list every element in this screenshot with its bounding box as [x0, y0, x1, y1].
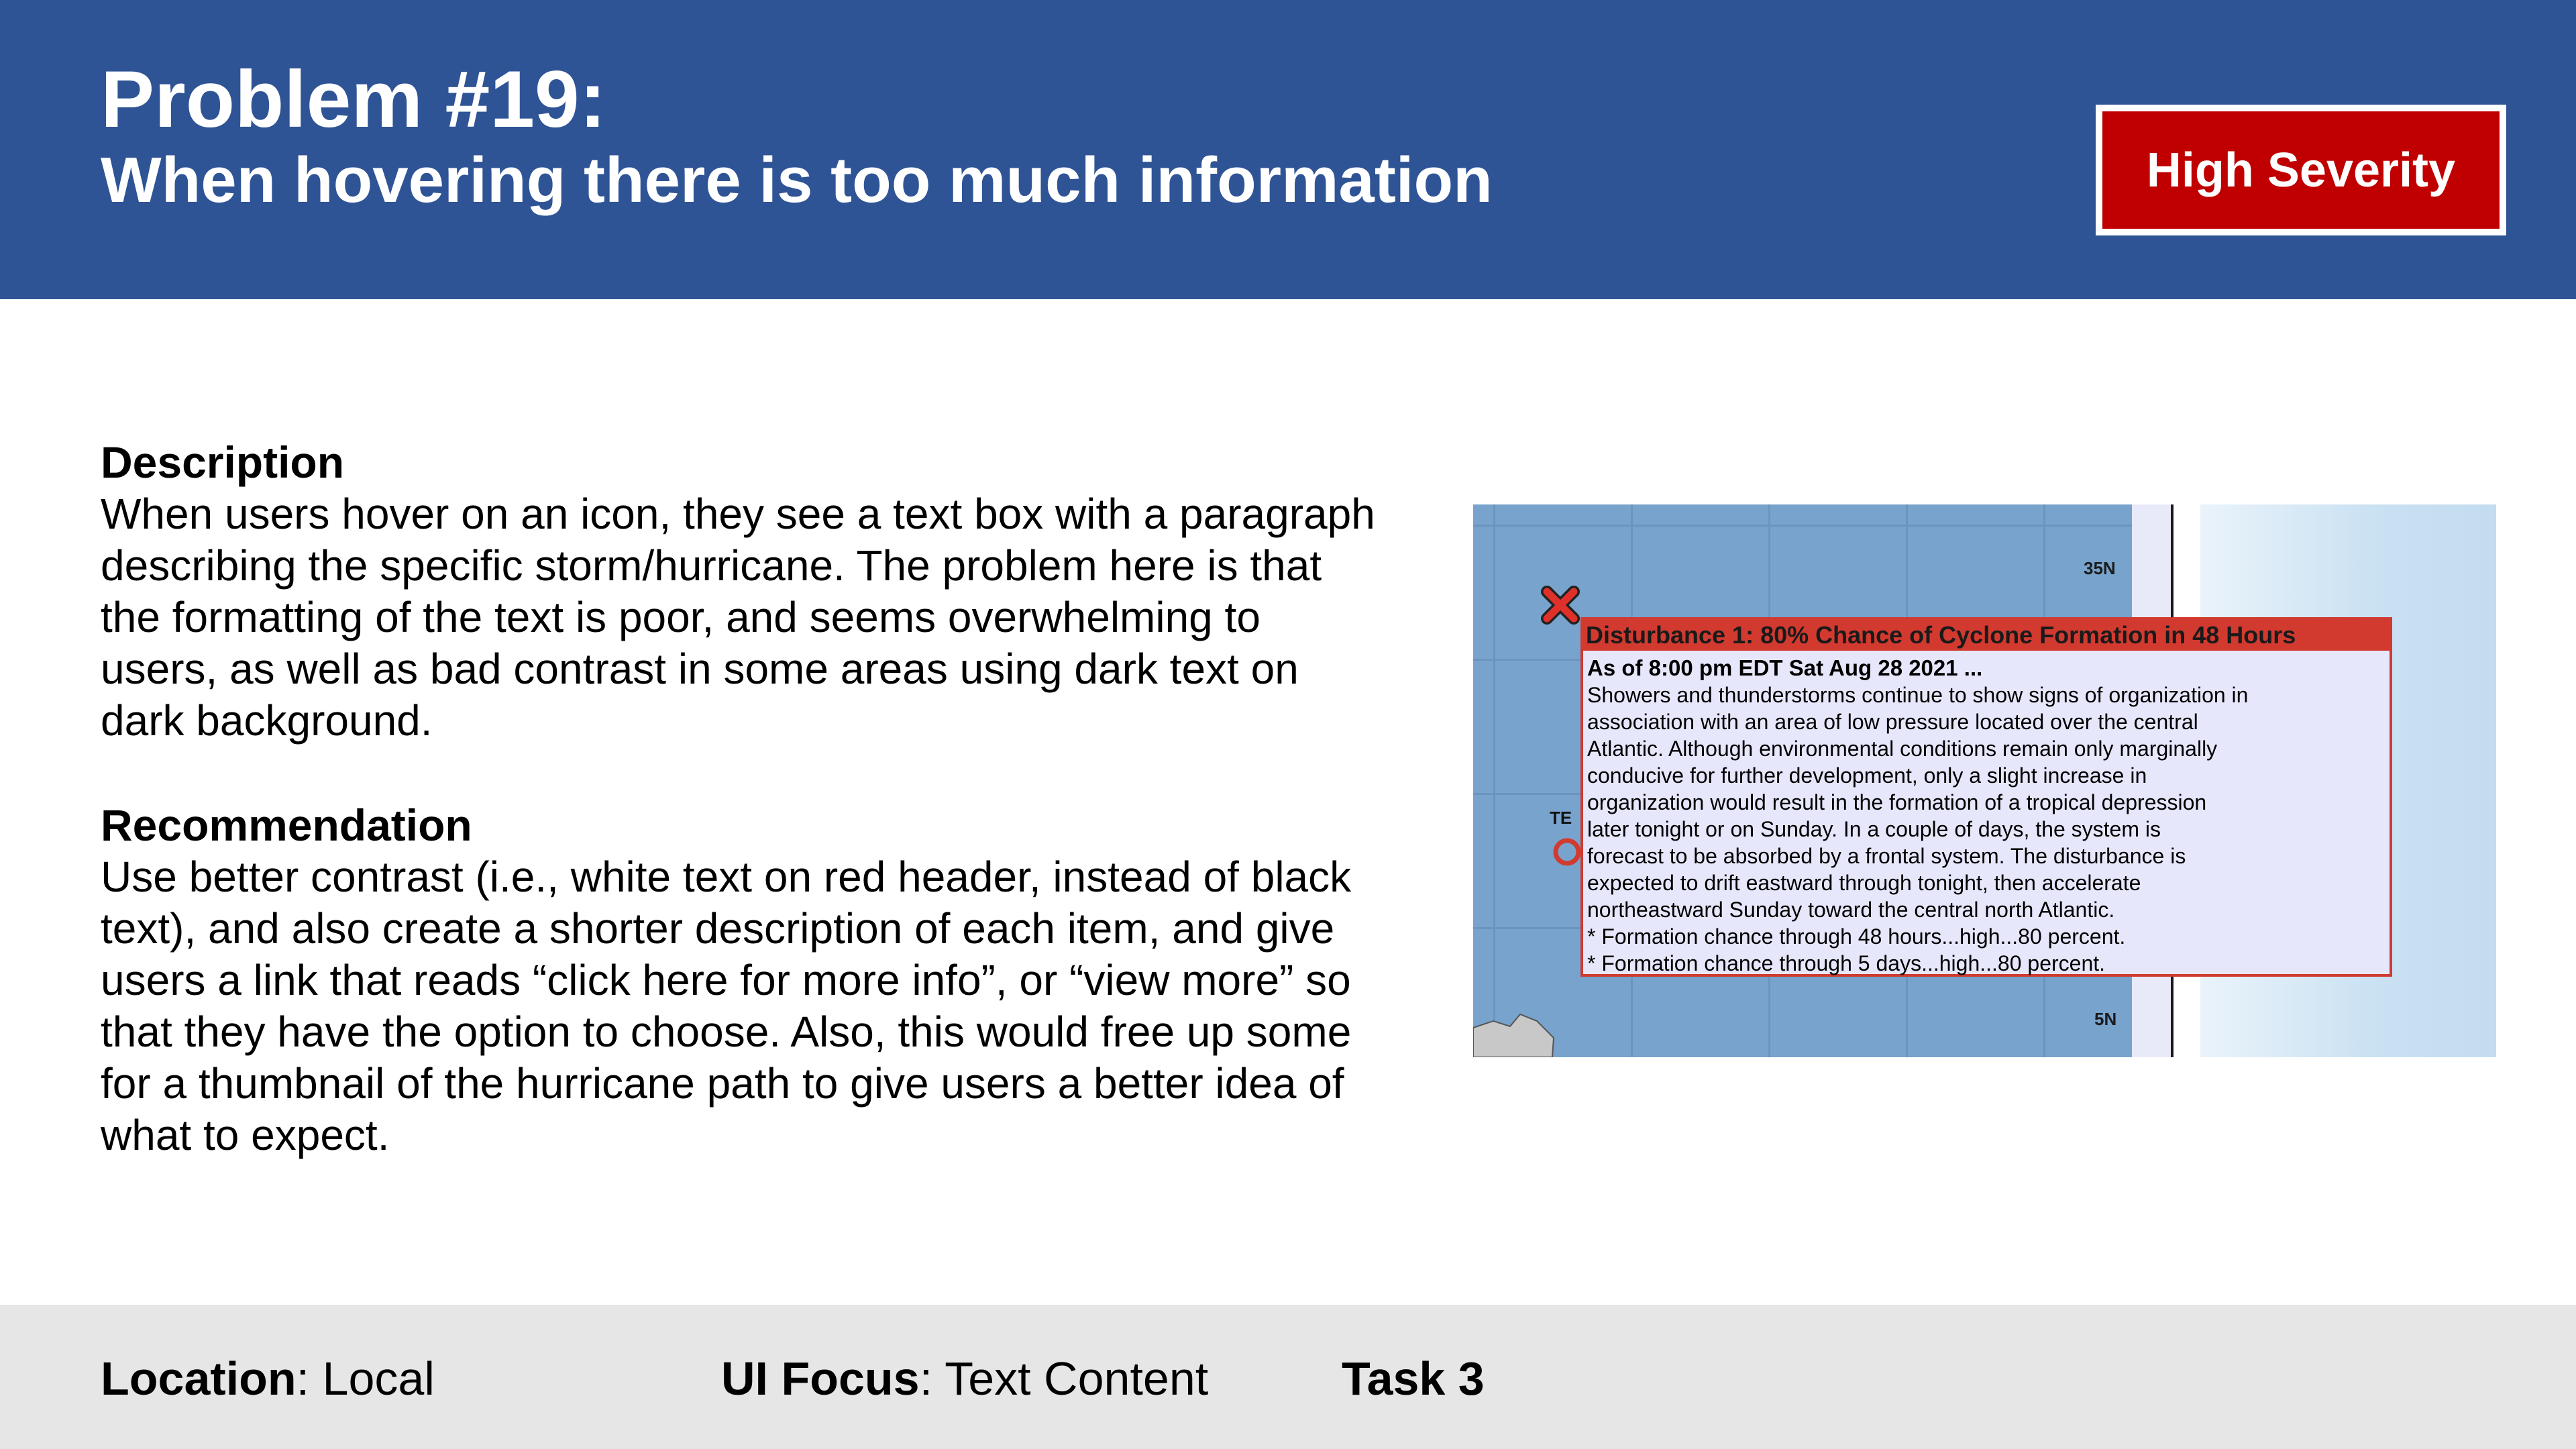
location-value: : Local [296, 1352, 435, 1405]
description-heading: Description [101, 437, 345, 487]
ui-focus-value: : Text Content [919, 1352, 1209, 1405]
screenshot-figure [1473, 504, 2496, 1057]
description-body: When users hover on an icon, they see a text box with a paragraph describing the specific storm/hurricane. The problem here is that the formatting of the text is poor, and seems overwhelming to users, as well as bad contrast in some areas using dark text on dark background. [101, 490, 1375, 745]
task-label: Task 3 [1342, 1352, 1485, 1405]
landmass-shape [1473, 1001, 1574, 1057]
storm-name-label: TE [1550, 808, 1572, 828]
content-column [101, 436, 1375, 1161]
section-spacer [101, 747, 1375, 799]
x-icon[interactable] [1540, 585, 1580, 625]
footer-ui-focus [721, 1352, 1208, 1405]
recommendation-body: Use better contrast (i.e., white text on red header, instead of black text), and also create a shorter description of each item, and give users a link that reads “click here for more info”, or “view more” so that they have the option to choose. Also, this would free up some for a thumbnail of the hurricane path to give users a better idea of what to expect. [101, 853, 1352, 1159]
recommendation-heading: Recommendation [101, 800, 472, 850]
ui-focus-label: UI Focus [721, 1352, 920, 1405]
hover-tooltip [1580, 617, 2392, 977]
footer-location [101, 1352, 435, 1405]
severity-badge: High Severity [2102, 111, 2500, 229]
tooltip-date: As of 8:00 pm EDT Sat Aug 28 2021 ... [1587, 655, 1983, 680]
tooltip-body: Showers and thunderstorms continue to show signs of organization in association with an area of low pressure located over the central Atlantic. Although environmental conditions remain only marginally conducive for further development, only a slight increase in organization would result in the formation of a tropical depression later tonight or on Sunday. In a couple of days, the system is forecast to be absorbed by a frontal system. The disturbance is expected to drift eastward through tonight, then accelerate northeastward Sunday toward the central north Atlantic. * Formation chance through 48 hours...high...80 percent. * Formation chance through 5 days...high...80 percent. [1587, 683, 2249, 975]
footer-task [1342, 1352, 1485, 1405]
location-label: Location [101, 1352, 297, 1405]
page-title: Problem #19: [101, 54, 606, 144]
severity-badge-frame [2096, 105, 2506, 235]
tooltip-header: Disturbance 1: 80% Chance of Cyclone Formation in 48 Hours [1583, 620, 2390, 651]
latitude-label-35n: 35N [2084, 558, 2116, 578]
header-banner [0, 0, 2576, 299]
circle-icon[interactable] [1552, 837, 1582, 867]
latitude-label-5n: 5N [2094, 1009, 2117, 1029]
page-subtitle: When hovering there is too much information [101, 144, 1493, 216]
